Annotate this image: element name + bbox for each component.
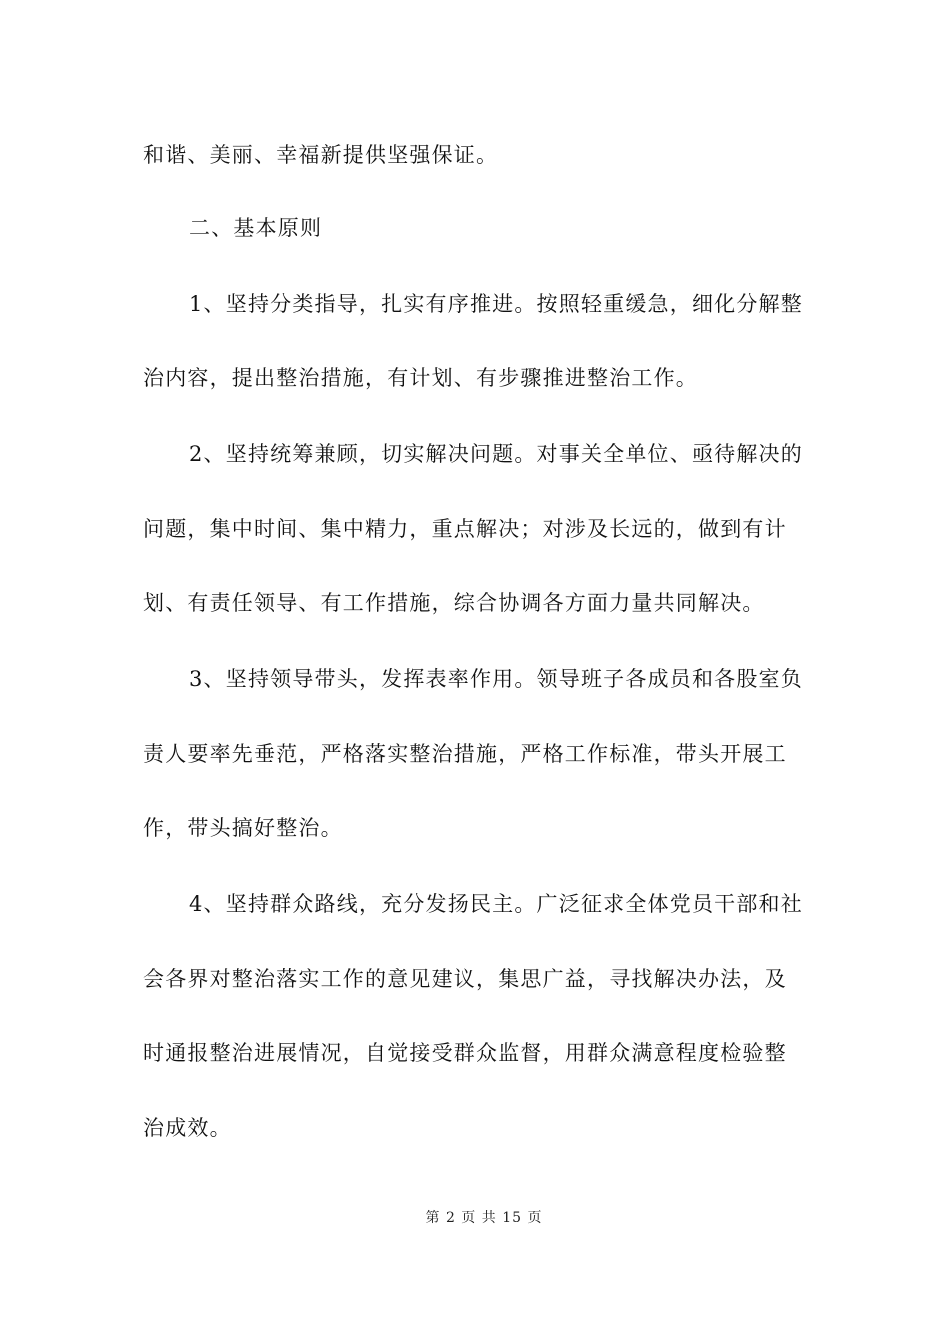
paragraph-line: 2、坚持统筹兼顾，切实解决问题。对事关全单位、亟待解决的 bbox=[189, 442, 803, 466]
paragraph-line: 4、坚持群众路线，充分发扬民主。广泛征求全体党员干部和社 bbox=[189, 892, 803, 916]
paragraph-line: 责人要率先垂范，严格落实整治措施，严格工作标准，带头开展工 bbox=[143, 742, 787, 766]
paragraph-line: 会各界对整治落实工作的意见建议，集思广益，寻找解决办法，及 bbox=[143, 967, 787, 991]
paragraph-line: 时通报整治进展情况，自觉接受群众监督，用群众满意程度检验整 bbox=[143, 1041, 787, 1065]
page-number-footer: 第 2 页 共 15 页 bbox=[425, 1210, 543, 1226]
paragraph-line: 治成效。 bbox=[143, 1116, 232, 1140]
paragraph-line: 划、有责任领导、有工作措施，综合协调各方面力量共同解决。 bbox=[143, 591, 765, 615]
paragraph-line: 和谐、美丽、幸福新提供坚强保证。 bbox=[143, 143, 499, 167]
paragraph-line: 1、坚持分类指导，扎实有序推进。按照轻重缓急，细化分解整 bbox=[189, 292, 803, 316]
section-heading: 二、基本原则 bbox=[189, 216, 323, 240]
paragraph-line: 问题，集中时间、集中精力，重点解决；对涉及长远的，做到有计 bbox=[143, 517, 787, 541]
paragraph-line: 3、坚持领导带头，发挥表率作用。领导班子各成员和各股室负 bbox=[189, 667, 803, 691]
paragraph-line: 治内容，提出整治措施，有计划、有步骤推进整治工作。 bbox=[143, 366, 698, 390]
paragraph-line: 作，带头搞好整治。 bbox=[143, 816, 343, 840]
